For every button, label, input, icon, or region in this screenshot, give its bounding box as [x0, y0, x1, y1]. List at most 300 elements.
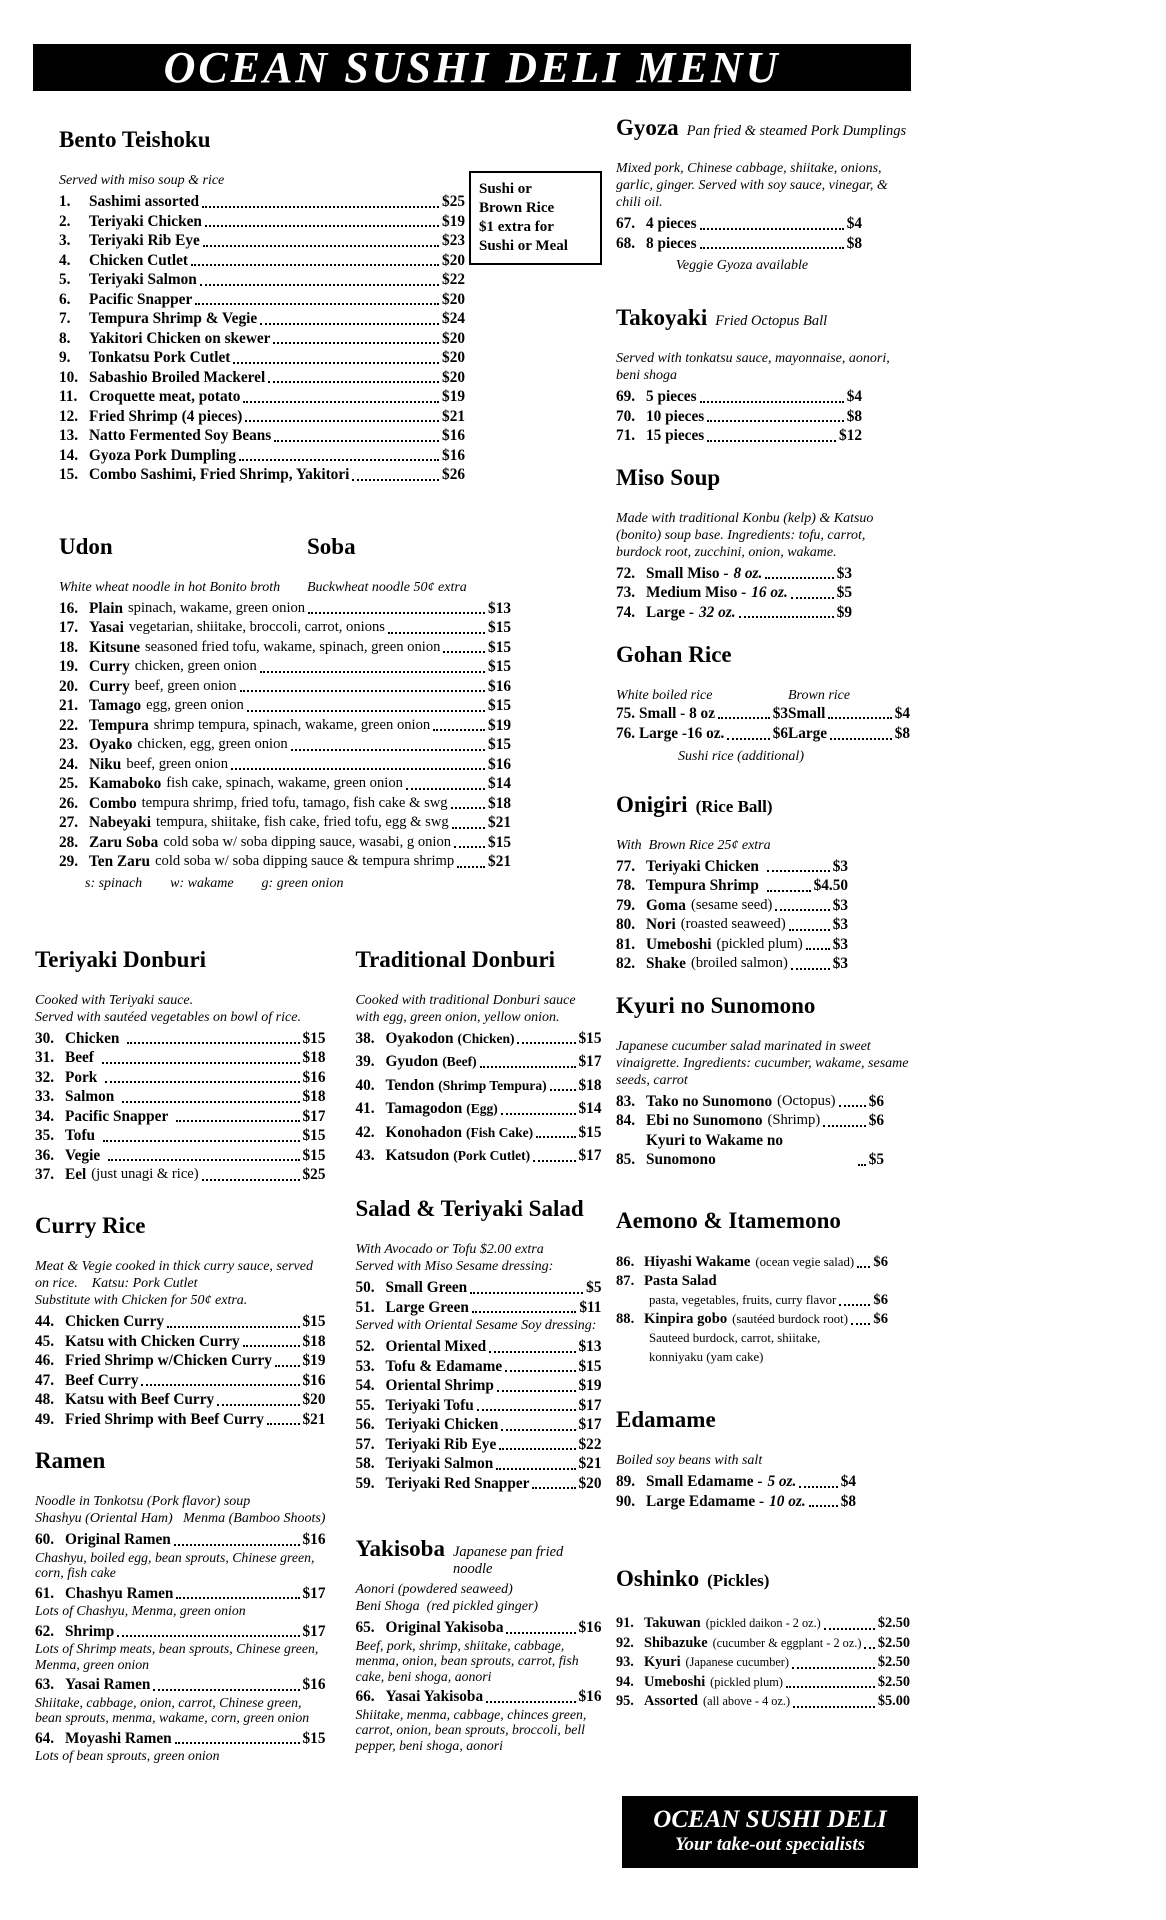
menu-item: [616, 1492, 856, 1512]
menu-item: [59, 813, 511, 833]
item-description: fish cake, spinach, wakame, green onion: [166, 775, 403, 792]
item-description: tempura shrimp, fried tofu, tamago, fish cake & swg: [141, 794, 448, 811]
dot-leader: [707, 420, 844, 422]
dot-leader: [202, 206, 439, 208]
menu-item: [59, 677, 511, 697]
item-name: Pacific Snapper: [89, 290, 193, 308]
dot-leader: [486, 1701, 575, 1703]
dot-leader: [102, 1062, 300, 1064]
menu-item: [355, 1415, 601, 1435]
dot-leader: [791, 597, 834, 599]
section-gohan-rice: [616, 642, 910, 765]
item-name: Croquette meat, potato: [89, 388, 241, 406]
item-number: 15.: [59, 466, 79, 484]
gohan-sushi-rice-note: Sushi rice (additional): [678, 748, 804, 764]
menu-item: [59, 192, 465, 212]
sunomono-heading: Kyuri no Sunomono: [616, 992, 816, 1018]
item-name: Umeboshi: [646, 935, 712, 953]
item-name: Goma: [646, 896, 686, 914]
item-name: Teriyaki Rib Eye: [89, 232, 200, 250]
item-number: 6.: [59, 290, 71, 308]
dot-leader: [823, 1125, 866, 1127]
item-name: Katsu with Chicken Curry: [65, 1332, 240, 1350]
menu-item: [59, 407, 465, 427]
dot-leader: [308, 612, 485, 614]
item-description: (Chicken): [457, 1030, 515, 1046]
teriyaki-donburi-heading: Teriyaki Donburi: [35, 946, 207, 972]
item-number: 66.: [355, 1688, 375, 1706]
item-number: 86.: [616, 1254, 635, 1271]
item-price: $14: [578, 1100, 602, 1118]
item-name: Yasai Yakisoba: [385, 1688, 484, 1706]
takoyaki-heading-row: [616, 286, 910, 350]
item-name: Combo: [89, 794, 137, 812]
menu-item-block: [35, 1584, 325, 1619]
menu-item: [355, 1146, 601, 1166]
dot-leader: [839, 1304, 870, 1306]
item-name: Vegie: [65, 1146, 101, 1164]
item-number: 89.: [616, 1473, 636, 1491]
footer-title: OCEAN SUSHI DELI: [653, 1805, 887, 1833]
edamame-note: Boiled soy beans with salt: [616, 1453, 763, 1469]
item-number: 42.: [355, 1123, 375, 1141]
item-description: egg, green onion: [146, 697, 244, 714]
item-price: $6: [873, 1311, 888, 1328]
item-number: 56.: [355, 1416, 375, 1434]
box-line: Sushi or: [479, 181, 532, 198]
item-number: 38.: [355, 1029, 375, 1047]
menu-item: [616, 564, 852, 584]
dot-leader: [260, 671, 485, 673]
dot-leader: [275, 1365, 300, 1367]
item-number: 33.: [35, 1088, 55, 1106]
item-price: $8: [840, 1492, 856, 1510]
section-yakisoba: [355, 1517, 601, 1753]
item-price: $20: [302, 1391, 326, 1409]
menu-item-block: [355, 1687, 601, 1753]
gyoza-heading-row: [616, 96, 910, 160]
dot-leader: [775, 909, 829, 911]
item-name: Tako no Sunomono: [646, 1092, 773, 1110]
item-price: $22: [442, 271, 465, 289]
onigiri-items: [616, 857, 848, 974]
menu-item: [355, 1337, 601, 1357]
item-price: $15: [302, 1029, 326, 1047]
dot-leader: [451, 807, 485, 809]
udon-heading: Udon: [59, 533, 113, 559]
item-number: 3.: [59, 232, 71, 250]
dot-leader: [452, 827, 485, 829]
item-description: (sesame seed): [690, 896, 773, 913]
item-description: (Japanese cucumber): [685, 1655, 789, 1670]
item-number: 94.: [616, 1673, 634, 1690]
menu-item: [35, 1410, 325, 1430]
dot-leader: [477, 1409, 576, 1411]
item-price: $19: [578, 1377, 602, 1395]
item-name: Teriyaki Rib Eye: [385, 1435, 497, 1453]
item-ingredients: Beef, pork, shrimp, shiitake, cabbage, menma, onion, bean sprouts, carrot, fish cake, beni shoga, aonori: [355, 1637, 579, 1684]
dot-leader: [176, 1597, 299, 1599]
onigiri-heading: Onigiri: [616, 791, 688, 817]
item-name: Yakitori Chicken on skewer: [89, 329, 271, 347]
dot-leader: [851, 1323, 870, 1325]
item-name: Salmon: [65, 1088, 115, 1106]
menu-item: [616, 1634, 910, 1654]
item-name: Sabashio Broiled Mackerel: [89, 368, 266, 386]
item-price: $17: [302, 1622, 326, 1640]
item-name: Kamaboko: [89, 775, 162, 793]
takoyaki-items: [616, 387, 862, 446]
salad-items-oriental: [355, 1337, 601, 1493]
item-description: (Fish Cake): [466, 1124, 534, 1140]
item-number: 27.: [59, 814, 79, 832]
item-number: 36.: [35, 1146, 55, 1164]
item-price: $17: [578, 1147, 602, 1165]
item-name: Ebi no Sunomono: [646, 1112, 763, 1130]
dot-leader: [388, 632, 485, 634]
item-price: $24: [442, 310, 465, 328]
item-price: $17: [578, 1396, 602, 1414]
menu-item: [35, 1029, 325, 1049]
item-number: 46.: [35, 1352, 55, 1370]
item-price: $15: [488, 697, 511, 715]
item-description: beef, green onion: [134, 677, 237, 694]
dot-leader: [245, 420, 439, 422]
item-price: $18: [302, 1049, 326, 1067]
item-name: Small: [788, 704, 826, 722]
item-price: $17: [578, 1053, 602, 1071]
item-number: 2.: [59, 212, 71, 230]
item-price: $4.50: [813, 877, 848, 895]
menu-item: [59, 426, 465, 446]
menu-item: [355, 1123, 601, 1143]
item-description: (Pork Cutlet): [453, 1148, 531, 1164]
section-curry-rice: [35, 1213, 325, 1429]
item-name: 5 pieces: [646, 388, 697, 406]
dot-leader: [105, 1081, 299, 1083]
item-name: Teriyaki Salmon: [89, 271, 197, 289]
traditional-donburi-items: [355, 1029, 601, 1166]
item-name: Medium Miso -: [646, 584, 747, 602]
item-price: $21: [488, 814, 511, 832]
salad-note-1: With Avocado or Tofu $2.00 extra: [355, 1242, 544, 1258]
item-name: Shrimp: [65, 1622, 115, 1640]
dot-leader: [789, 929, 830, 931]
section-gyoza: [616, 96, 910, 274]
menu-item: [35, 1371, 325, 1391]
dot-leader: [352, 479, 439, 481]
dot-leader: [824, 1628, 875, 1630]
item-number: 50.: [355, 1279, 375, 1297]
item-price: $16: [302, 1068, 326, 1086]
item-number: 63.: [35, 1676, 55, 1694]
item-description: pasta, vegetables, fruits, curry flavor: [649, 1293, 837, 1308]
item-number: 93.: [616, 1654, 634, 1671]
oshinko-heading-row: [616, 1547, 910, 1611]
dot-leader: [191, 264, 439, 266]
item-number: 55.: [355, 1396, 375, 1414]
dot-leader: [454, 846, 485, 848]
item-name: Moyashi Ramen: [65, 1729, 172, 1747]
onigiri-heading-row: [616, 773, 910, 837]
yakisoba-items: [355, 1618, 601, 1753]
dot-leader: [433, 729, 485, 731]
dot-leader: [839, 1105, 866, 1107]
item-price: $15: [578, 1029, 602, 1047]
item-name: Beef: [65, 1049, 94, 1067]
title-banner: [33, 44, 911, 91]
item-number: 82.: [616, 955, 636, 973]
dot-leader: [809, 1505, 838, 1507]
item-number: 88.: [616, 1311, 635, 1328]
item-price: $9: [836, 603, 852, 621]
menu-item: [616, 915, 848, 935]
dot-leader: [707, 440, 836, 442]
menu-item: [616, 1291, 888, 1310]
menu-item: [35, 1048, 325, 1068]
item-number: 43.: [355, 1147, 375, 1165]
item-price: $12: [839, 427, 862, 445]
menu-item: [59, 774, 511, 794]
footer-brand-box: [622, 1796, 918, 1868]
menu-item: [59, 833, 511, 853]
bento-note: Served with miso soup & rice: [59, 173, 225, 189]
item-name: Katsu with Beef Curry: [65, 1391, 215, 1409]
dot-leader: [532, 1487, 575, 1489]
item-price: $22: [578, 1435, 602, 1453]
item-description: cold soba w/ soba dipping sauce, wasabi, g onion: [163, 833, 452, 850]
menu-item: [616, 1653, 910, 1673]
item-ingredients: Shiitake, cabbage, onion, carrot, Chinese green, bean sprouts, menma, wakame, corn, green onion: [35, 1694, 310, 1726]
dot-leader: [240, 690, 486, 692]
item-name: Teriyaki Chicken: [385, 1416, 499, 1434]
dot-leader: [267, 1423, 300, 1425]
menu-item: [355, 1435, 601, 1455]
bento-row: [35, 127, 581, 485]
curry-rice-heading: Curry Rice: [35, 1212, 146, 1238]
section-edamame: [616, 1407, 910, 1511]
item-number: 47.: [35, 1371, 55, 1389]
item-name: Kyuri: [644, 1654, 681, 1671]
dot-leader: [501, 1113, 576, 1115]
item-description: (pickled daikon - 2 oz.): [705, 1616, 821, 1631]
item-price: $15: [488, 658, 511, 676]
item-price: $13: [488, 599, 511, 617]
takoyaki-heading-side: Fried Octopus Ball: [715, 313, 828, 330]
item-price: $15: [302, 1146, 326, 1164]
section-kyuri-no-sunomono: [616, 993, 910, 1170]
item-size: 8 oz.: [733, 564, 763, 582]
item-price: $6: [873, 1292, 888, 1309]
menu-item: [59, 212, 465, 232]
dot-leader: [791, 968, 830, 970]
item-number: 39.: [355, 1053, 375, 1071]
item-size: 32 oz.: [699, 603, 736, 621]
item-number: 23.: [59, 736, 79, 754]
dot-leader: [506, 1632, 575, 1634]
item-price: $16: [578, 1688, 602, 1706]
menu-item: [59, 735, 511, 755]
item-number: 26.: [59, 794, 79, 812]
sushi-box-lines: [479, 180, 592, 256]
item-name: Konohadon: [385, 1123, 462, 1141]
item-name: Plain: [89, 599, 123, 617]
item-price: $15: [302, 1729, 326, 1747]
dot-leader: [233, 362, 439, 364]
item-number: 45.: [35, 1332, 55, 1350]
item-price: $16: [302, 1531, 326, 1549]
soba-heading-block: [307, 515, 467, 596]
item-description: (ocean vegie salad): [755, 1255, 855, 1270]
menu-item: [355, 1687, 601, 1707]
gyoza-heading: Gyoza: [616, 115, 679, 141]
dot-leader: [200, 284, 439, 286]
dot-leader: [103, 1140, 299, 1142]
item-name: Oriental Shrimp: [385, 1377, 494, 1395]
menu-item: [59, 368, 465, 388]
gohan-col-brown: Brown rice: [788, 687, 851, 703]
item-name: Original Ramen: [65, 1531, 171, 1549]
item-name: Curry: [89, 677, 130, 695]
edamame-items: [616, 1472, 856, 1511]
menu-item: [35, 1126, 325, 1146]
item-number: 14.: [59, 446, 79, 464]
section-onigiri: [616, 773, 910, 974]
item-name: Niku: [89, 755, 122, 773]
item-description: (all above - 4 oz.): [703, 1694, 791, 1709]
item-size: 10 oz.: [769, 1492, 806, 1510]
item-price: $15: [488, 833, 511, 851]
item-name: 10 pieces: [646, 407, 705, 425]
item-number: 35.: [35, 1127, 55, 1145]
item-number: 84.: [616, 1112, 636, 1130]
soba-subnote: Buckwheat noodle 50¢ extra: [307, 579, 467, 595]
item-price: $15: [578, 1357, 602, 1375]
item-price: $25: [442, 193, 465, 211]
box-line: $1 extra for: [479, 219, 554, 236]
item-price: $16: [578, 1619, 602, 1637]
dot-leader: [700, 247, 844, 249]
menu-item: [59, 638, 511, 658]
item-number: 13.: [59, 427, 79, 445]
item-description: vegetarian, shiitake, broccoli, carrot, onions: [128, 619, 385, 636]
dot-leader: [273, 342, 439, 344]
item-price: $2.50: [877, 1673, 910, 1690]
footer-subtitle: Your take-out specialists: [674, 1833, 865, 1855]
item-number: 5.: [59, 271, 71, 289]
section-oshinko: [616, 1547, 910, 1712]
item-price: $21: [442, 407, 465, 425]
column-a: [35, 928, 325, 1767]
dot-leader: [830, 738, 892, 740]
curry-rice-items: [35, 1312, 325, 1429]
dot-leader: [489, 1351, 575, 1353]
item-price: $3: [832, 935, 848, 953]
dot-leader: [175, 1742, 300, 1744]
item-name: Chicken: [65, 1029, 120, 1047]
dot-leader: [533, 1160, 575, 1162]
item-name: Kitsune: [89, 638, 140, 656]
traditional-donburi-heading: Traditional Donburi: [355, 946, 556, 972]
menu-item: [355, 1298, 601, 1318]
item-number: 78.: [616, 877, 636, 895]
gohan-col-white: White boiled rice: [616, 687, 713, 703]
item-price: $15: [302, 1127, 326, 1145]
item-price: $19: [488, 716, 511, 734]
dot-leader: [793, 1706, 875, 1708]
menu-item-block: [355, 1618, 601, 1684]
item-description: chicken, green onion: [134, 658, 257, 675]
item-number: 92.: [616, 1634, 634, 1651]
item-number: 91.: [616, 1615, 634, 1632]
item-description: (just unagi & rice): [91, 1166, 199, 1183]
menu-item: [35, 1584, 325, 1604]
item-description: (pickled plum): [716, 935, 803, 952]
dot-leader: [858, 1164, 866, 1166]
item-number: 30.: [35, 1029, 55, 1047]
item-price: $26: [442, 466, 465, 484]
item-number: 64.: [35, 1729, 55, 1747]
item-price: $5: [836, 584, 852, 602]
item-price: $21: [488, 853, 511, 871]
dot-leader: [536, 1136, 575, 1138]
dot-leader: [202, 1179, 300, 1181]
menu-item: [355, 1376, 601, 1396]
menu-item: [59, 716, 511, 736]
takoyaki-heading: Takoyaki: [616, 305, 708, 331]
item-ingredients: Shiitake, menma, cabbage, chinces green, carrot, onion, bean sprouts, broccoli, bell pepper, beni shoga, aonori: [355, 1706, 587, 1753]
item-price: $20: [442, 368, 465, 386]
dot-leader: [828, 717, 891, 719]
menu-item: [59, 755, 511, 775]
item-price: $2.50: [877, 1634, 910, 1651]
gohan-white-cell: [616, 704, 788, 724]
item-name: Tonkatsu Pork Cutlet: [89, 349, 231, 367]
item-name: Chicken Cutlet: [89, 251, 189, 269]
item-name: Small Edamame -: [646, 1473, 763, 1491]
item-price: $18: [488, 794, 511, 812]
dot-leader: [864, 1647, 874, 1649]
dot-leader: [205, 225, 439, 227]
item-number: 1.: [59, 193, 71, 211]
item-price: $8: [894, 725, 910, 743]
oshinko-items: [616, 1614, 910, 1712]
item-description: shrimp tempura, spinach, wakame, green onion: [153, 716, 431, 733]
menu-item: [616, 935, 848, 955]
item-name: Assorted: [644, 1693, 699, 1710]
miso-soup-items: [616, 564, 852, 623]
item-price: $14: [488, 775, 511, 793]
teriyaki-donburi-note-1: Cooked with Teriyaki sauce.: [35, 992, 194, 1008]
item-name: Oriental Mixed: [385, 1338, 487, 1356]
menu-item: [616, 214, 862, 234]
dot-leader: [268, 381, 439, 383]
traditional-donburi-note: Cooked with traditional Donburi sauce with egg, green onion, yellow onion.: [355, 992, 580, 1025]
item-price: $6: [868, 1092, 884, 1110]
soba-heading: Soba: [307, 533, 356, 559]
menu-item: [355, 1396, 601, 1416]
item-size: 16 oz.: [751, 584, 788, 602]
item-description: (Shrimp): [767, 1112, 821, 1129]
dot-leader: [217, 1404, 299, 1406]
item-price: $15: [488, 638, 511, 656]
dot-leader: [799, 1486, 837, 1488]
item-price: $16: [442, 427, 465, 445]
item-price: $3: [772, 704, 788, 722]
menu-item: [35, 1165, 325, 1185]
item-name: Yasai Ramen: [65, 1676, 151, 1694]
item-name: Small Green: [385, 1279, 468, 1297]
